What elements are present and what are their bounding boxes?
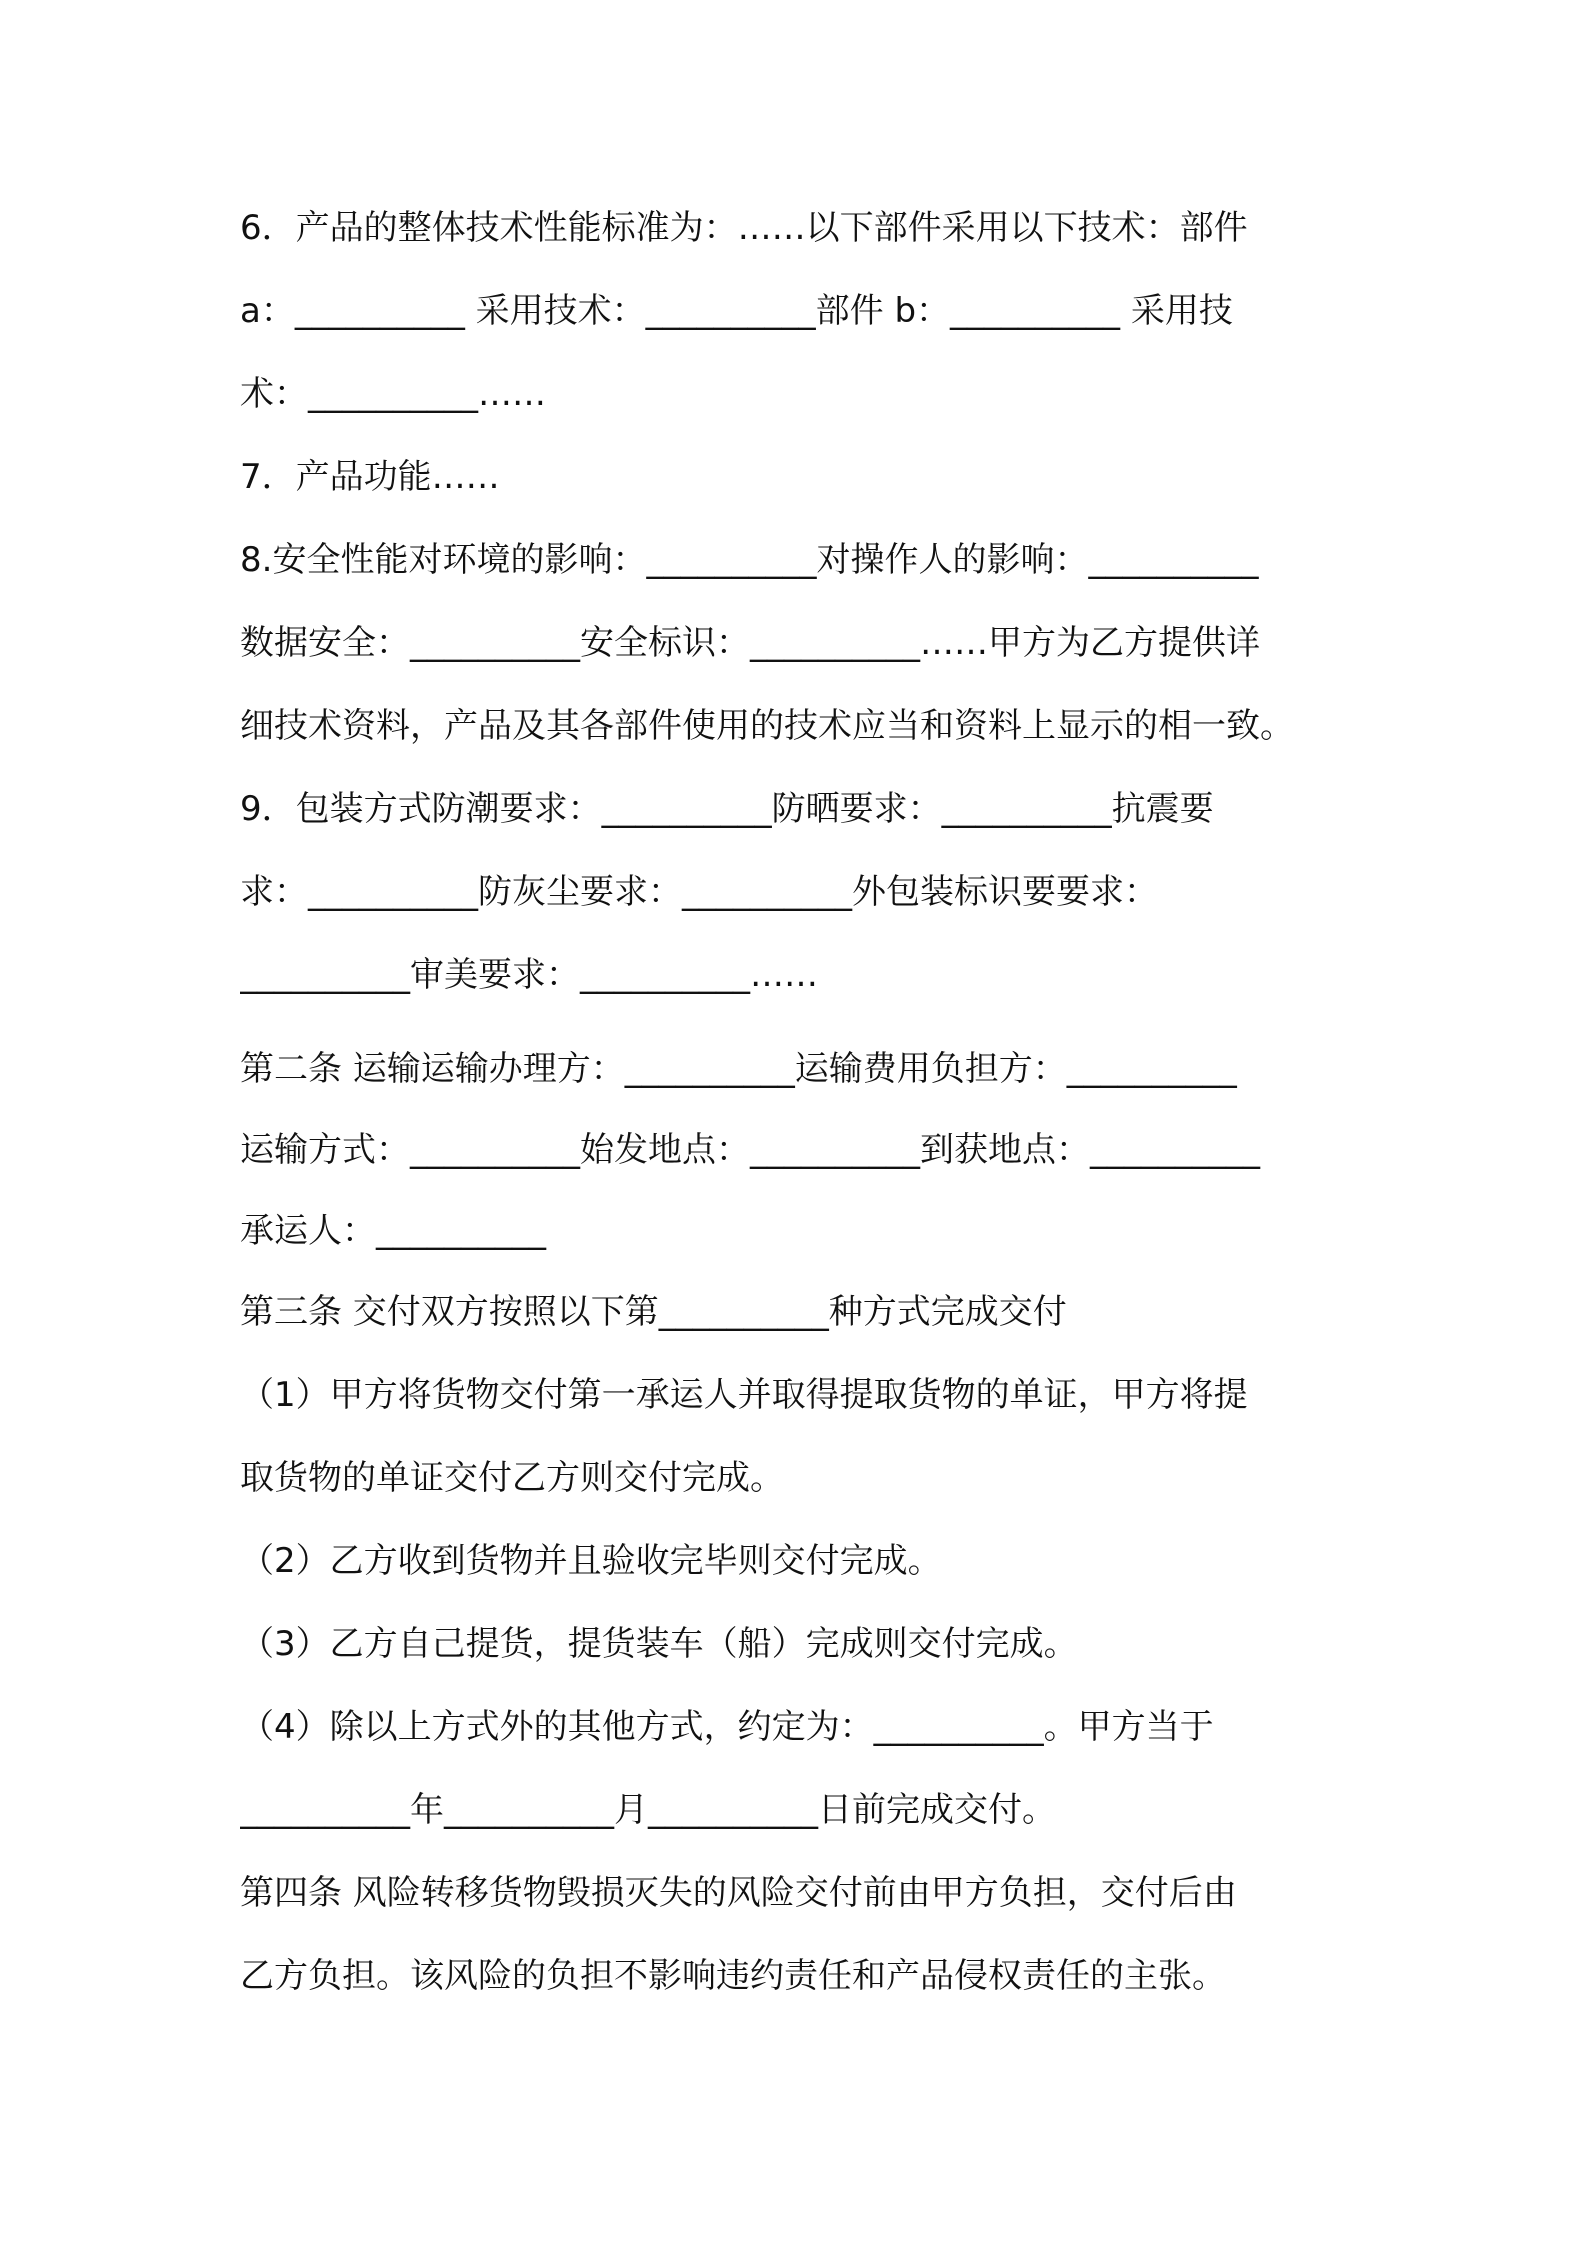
article-3-item-3: （3）乙方自己提货，提货装车（船）完成则交付完成。 bbox=[240, 1624, 1078, 1664]
article-2-line-2: 运输方式：__________始发地点：__________到获地点：__________ bbox=[240, 1130, 1260, 1170]
clause-8-line-1: 8.安全性能对环境的影响：__________对操作人的影响：__________ bbox=[240, 540, 1259, 580]
article-3-item-1-line-1: （1）甲方将货物交付第一承运人并取得提取货物的单证，甲方将提 bbox=[240, 1375, 1248, 1415]
clause-8-line-2: 数据安全：__________安全标识：__________……甲方为乙方提供详 bbox=[240, 623, 1260, 663]
article-2-line-3: 承运人：__________ bbox=[240, 1211, 546, 1251]
clause-6-line-1: 6．产品的整体技术性能标准为：……以下部件采用以下技术：部件 bbox=[240, 208, 1248, 248]
article-4-line-2: 乙方负担。该风险的负担不影响违约责任和产品侵权责任的主张。 bbox=[240, 1956, 1226, 1996]
clause-9-line-3: __________审美要求：__________…… bbox=[240, 955, 818, 995]
clause-9-line-2: 求：__________防灰尘要求：__________外包装标识要要求： bbox=[240, 872, 1158, 912]
article-3-item-4-line-2: __________年__________月__________日前完成交付。 bbox=[240, 1790, 1056, 1830]
article-3-item-4-line-1: （4）除以上方式外的其他方式，约定为：__________。甲方当于 bbox=[240, 1707, 1214, 1747]
clause-9-line-1: 9．包装方式防潮要求：__________防晒要求：__________抗震要 bbox=[240, 789, 1214, 829]
article-3-item-2: （2）乙方收到货物并且验收完毕则交付完成。 bbox=[240, 1541, 942, 1581]
clause-8-line-3: 细技术资料，产品及其各部件使用的技术应当和资料上显示的相一致。 bbox=[240, 706, 1294, 746]
article-4-line-1: 第四条 风险转移货物毁损灭失的风险交付前由甲方负担，交付后由 bbox=[240, 1873, 1237, 1913]
clause-6-line-3: 术：__________…… bbox=[240, 374, 546, 414]
clause-7-line-1: 7．产品功能…… bbox=[240, 457, 500, 497]
clause-6-line-2: a：__________ 采用技术：__________部件 b：__________ 采用技 bbox=[240, 291, 1233, 331]
article-3-item-1-line-2: 取货物的单证交付乙方则交付完成。 bbox=[240, 1458, 784, 1498]
article-3-line-1: 第三条 交付双方按照以下第__________种方式完成交付 bbox=[240, 1292, 1067, 1332]
article-2-line-1: 第二条 运输运输办理方：__________运输费用负担方：__________ bbox=[240, 1049, 1237, 1089]
